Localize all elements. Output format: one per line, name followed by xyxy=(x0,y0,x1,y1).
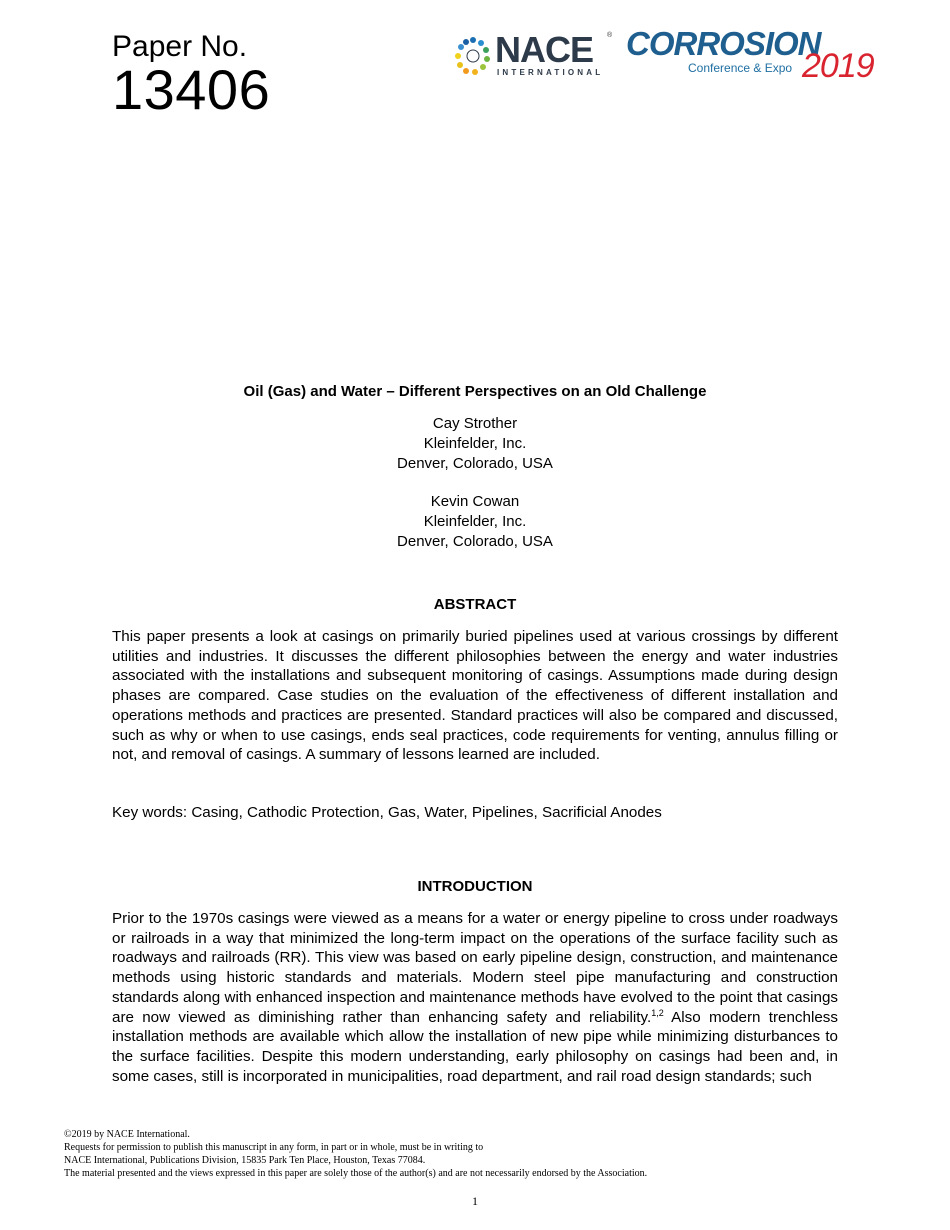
footer-line: Requests for permission to publish this manuscript in any form, in part or in whole, must be in writing to xyxy=(64,1142,484,1153)
author-block xyxy=(0,414,950,474)
author-location: Denver, Colorado, USA xyxy=(397,455,553,472)
intro-text-part: Also modern trenchless installation methods are available which allow the installation of new pipe while minimizing disturbances to the surface facilities. Despite this modern understanding, early philosophy on casings had been and, in some cases, still is incorporated in municipalities, road department, and rail road design standards; such xyxy=(112,1008,838,1085)
author-org: Kleinfelder, Inc. xyxy=(423,513,527,530)
introduction-text xyxy=(112,909,838,1086)
nace-wordmark: NACE xyxy=(495,29,594,70)
keywords: Key words: Casing, Cathodic Protection, Gas, Water, Pipelines, Sacrificial Anodes xyxy=(112,804,662,821)
nace-burst-icon xyxy=(453,34,493,78)
corrosion-subtitle: Conference & Expo xyxy=(688,61,793,75)
abstract-text: This paper presents a look at casings on primarily buried pipelines used at various crossings by different utilities and industries. It discusses the different philosophies between the energy and water industries associated with the installations and subsequent monitoring of casings. Assumptions made during design phases are compared. Case studies on the evaluation of the effectiveness of different installation and operations methods and practices are presented. Standard practices will also be compared and discussed, such as why or when to use casings, ends seal practices, code requirements for venting, annulus filling or not, and removal of casings. A summary of lessons learned are included. xyxy=(112,628,838,764)
registered-mark: ® xyxy=(607,32,613,39)
footer-line: NACE International, Publications Division, 15835 Park Ten Place, Houston, Texas 77084. xyxy=(64,1155,426,1166)
author-location: Denver, Colorado, USA xyxy=(397,533,553,550)
author-block xyxy=(0,492,950,552)
footer-line: The material presented and the views expressed in this paper are solely those of the author(s) and are not necessarily endorsed by the Association. xyxy=(64,1168,648,1179)
author-org: Kleinfelder, Inc. xyxy=(423,435,527,452)
paper-number: 13406 xyxy=(112,58,271,121)
corrosion-logo xyxy=(626,25,886,86)
citation-ref: 1,2 xyxy=(651,1007,664,1018)
corrosion-wordmark: CORROSION xyxy=(626,25,821,62)
nace-logo xyxy=(453,29,613,80)
paper-label: Paper No. xyxy=(112,30,248,63)
footer-line: ©2019 by NACE International. xyxy=(64,1129,190,1140)
page-number: 1 xyxy=(472,1194,478,1208)
author-name: Cay Strother xyxy=(432,415,518,432)
author-name: Kevin Cowan xyxy=(430,493,520,510)
intro-text-part: Prior to the 1970s casings were viewed as a means for a water or energy pipeline to cross under roadways or railroads in a way that minimized the long-term impact on the operations of the surface facility such as roadways and railroads (RR). This view was based on early pipeline design, construction, and maintenance methods using historic standards and materials. Modern steel pipe manufacturing and construction standards along with enhanced inspection and maintenance methods have evolved to the point that casings are now viewed as diminishing rather than enhancing safety and reliability. xyxy=(112,910,838,1026)
introduction-heading: INTRODUCTION xyxy=(417,878,533,895)
paper-title: Oil (Gas) and Water – Different Perspectives on an Old Challenge xyxy=(243,383,707,400)
nace-subtitle: INTERNATIONAL xyxy=(497,68,604,77)
copyright-footer xyxy=(64,1128,647,1180)
corrosion-year: 2019 xyxy=(802,47,874,85)
abstract-heading: ABSTRACT xyxy=(433,596,517,613)
